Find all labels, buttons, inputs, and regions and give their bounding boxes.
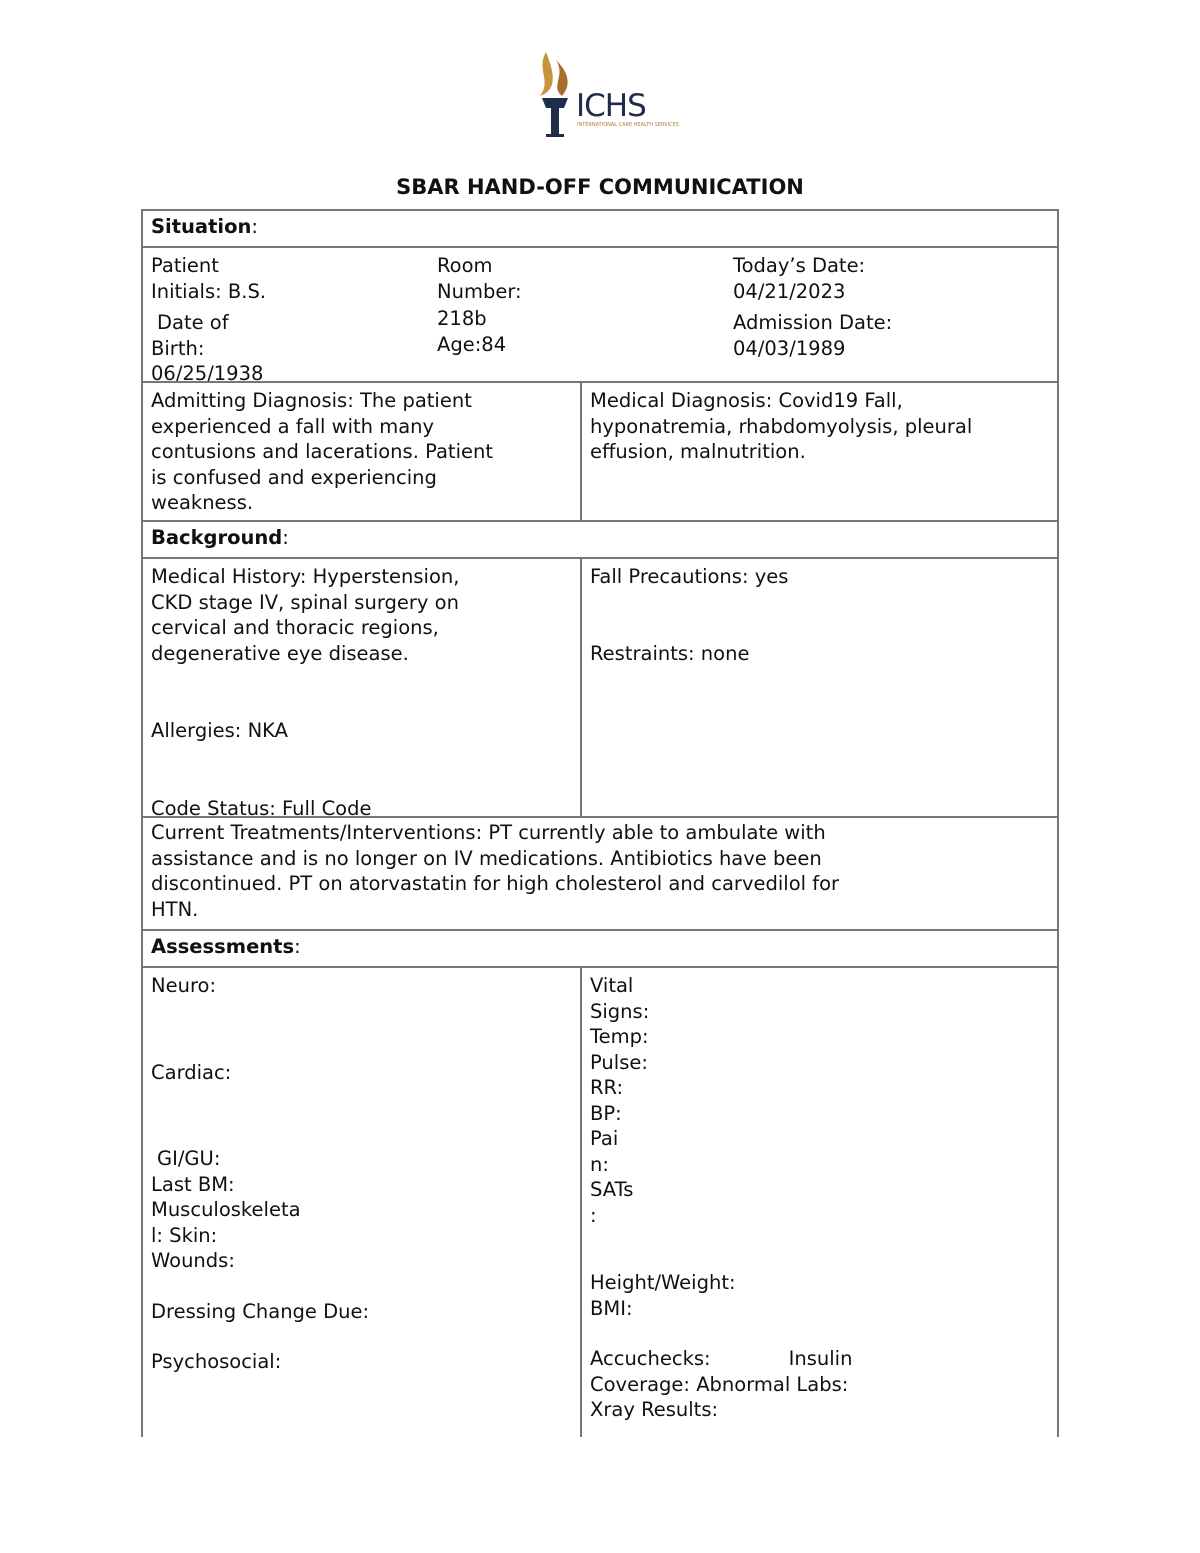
- temp-label: Temp:: [590, 1025, 649, 1048]
- admitting-diagnosis-line: weakness.: [151, 491, 254, 514]
- torch-icon: [532, 50, 582, 142]
- treatments-line: discontinued. PT on atorvastatin for high cholesterol and carvedilol for: [151, 872, 840, 895]
- background-label: Background: [151, 526, 283, 549]
- dressing-change-label: Dressing Change Due:: [151, 1299, 370, 1323]
- situation-header-row: Situation:: [141, 209, 1059, 246]
- accuchecks-line: [590, 1346, 1049, 1372]
- medical-history-line: degenerative eye disease.: [151, 641, 409, 665]
- last-bm-label: Last BM:: [151, 1172, 235, 1196]
- vital-signs-label-2: Signs:: [590, 999, 650, 1023]
- sats-label-2: :: [590, 1203, 597, 1227]
- neuro-label: Neuro:: [151, 974, 217, 997]
- treatments-line: assistance and is no longer on IV medications. Antibiotics have been: [151, 846, 822, 870]
- fall-precautions: Fall Precautions: yes: [590, 565, 789, 588]
- medical-diagnosis-line: hyponatremia, rhabdomyolysis, pleural: [590, 414, 973, 438]
- medical-history-line: cervical and thoracic regions,: [151, 616, 439, 639]
- sbar-form: [141, 209, 1059, 1437]
- treatments-line: HTN.: [151, 897, 199, 921]
- coverage-abnormal-labs-label: Coverage: Abnormal Labs:: [590, 1372, 849, 1396]
- situation-label: Situation: [151, 215, 252, 238]
- admitting-diagnosis-line: is confused and experiencing: [151, 465, 437, 489]
- age-value: Age:84: [437, 332, 507, 356]
- todays-date-label: Today’s Date:: [733, 254, 866, 277]
- gi-gu-label: GI/GU:: [157, 1147, 221, 1170]
- logo-subtitle: INTERNATIONAL CARE HEALTH SERVICES: [577, 122, 679, 128]
- diagnosis-row: [141, 381, 1059, 520]
- cardiac-label: Cardiac:: [151, 1060, 232, 1084]
- admitting-diagnosis-line: contusions and lacerations. Patient: [151, 440, 493, 463]
- rr-label: RR:: [590, 1076, 624, 1099]
- admitting-diagnosis-cell: [143, 383, 581, 520]
- background-header-row: Background:: [141, 520, 1059, 557]
- document-title: SBAR HAND-OFF COMMUNICATION: [396, 175, 804, 199]
- room-number: 218b: [437, 307, 487, 330]
- patient-label: Patient: [151, 254, 219, 277]
- pain-label: Pai: [590, 1127, 619, 1150]
- vitals-cell: [582, 968, 1057, 1437]
- insulin-label: Insulin: [788, 1347, 853, 1370]
- systems-assessment-cell: [143, 968, 581, 1437]
- treatments-line: Current Treatments/Interventions: PT currently able to ambulate with: [151, 821, 826, 844]
- assessments-header-row: Assessments:: [141, 929, 1059, 966]
- psychosocial-label: Psychosocial:: [151, 1350, 282, 1373]
- medical-history-cell: [143, 559, 581, 820]
- dob-label-2: Birth:: [151, 336, 205, 360]
- height-weight-label: Height/Weight:: [590, 1271, 736, 1294]
- room-label: Room: [437, 254, 493, 277]
- medical-history-line: Medical History: Hyperstension,: [151, 565, 460, 588]
- dates-cell: [725, 248, 1055, 381]
- wounds-label: Wounds:: [151, 1249, 235, 1272]
- medical-diagnosis-line: effusion, malnutrition.: [590, 440, 806, 463]
- medical-diagnosis-line: Medical Diagnosis: Covid19 Fall,: [590, 389, 903, 412]
- room-cell: [429, 248, 719, 381]
- bmi-label: BMI:: [590, 1296, 633, 1320]
- xray-results-label: Xray Results:: [590, 1398, 719, 1421]
- musculoskeletal-label: Musculoskeleta: [151, 1198, 301, 1221]
- ichs-logo: [532, 50, 679, 142]
- pulse-label: Pulse:: [590, 1050, 648, 1074]
- bp-label: BP:: [590, 1101, 622, 1125]
- dob-value: 06/25/1938: [151, 362, 264, 385]
- patient-info-cell: [143, 248, 433, 385]
- admitting-diagnosis-line: Admitting Diagnosis: The patient: [151, 389, 472, 412]
- sats-label: SATs: [590, 1178, 634, 1201]
- history-row: [141, 557, 1059, 820]
- musculoskeletal-skin-label: l: Skin:: [151, 1223, 218, 1247]
- vital-signs-label: Vital: [590, 974, 634, 997]
- allergies: Allergies: NKA: [151, 719, 288, 742]
- todays-date-value: 04/21/2023: [733, 279, 846, 303]
- medical-history-line: CKD stage IV, spinal surgery on: [151, 590, 459, 614]
- precautions-cell: [582, 559, 1057, 816]
- code-status: Code Status: Full Code: [151, 796, 372, 820]
- assessments-label: Assessments: [151, 935, 295, 958]
- treatments-row: [141, 816, 1059, 929]
- admitting-diagnosis-line: experienced a fall with many: [151, 414, 435, 438]
- patient-initials: Initials: B.S.: [151, 279, 267, 303]
- dob-label: Date of: [157, 311, 229, 334]
- assessments-row: [141, 966, 1059, 1437]
- treatments-cell: [143, 818, 1057, 929]
- patient-info-row: [141, 246, 1059, 385]
- restraints: Restraints: none: [590, 641, 750, 665]
- logo-text: ICHS: [576, 88, 646, 124]
- admission-date-value: 04/03/1989: [733, 336, 846, 360]
- admission-date-label: Admission Date:: [733, 311, 893, 334]
- medical-diagnosis-cell: [582, 383, 1057, 520]
- accuchecks-label: Accuchecks:: [590, 1347, 711, 1370]
- room-label-2: Number:: [437, 279, 522, 303]
- pain-label-2: n:: [590, 1152, 609, 1176]
